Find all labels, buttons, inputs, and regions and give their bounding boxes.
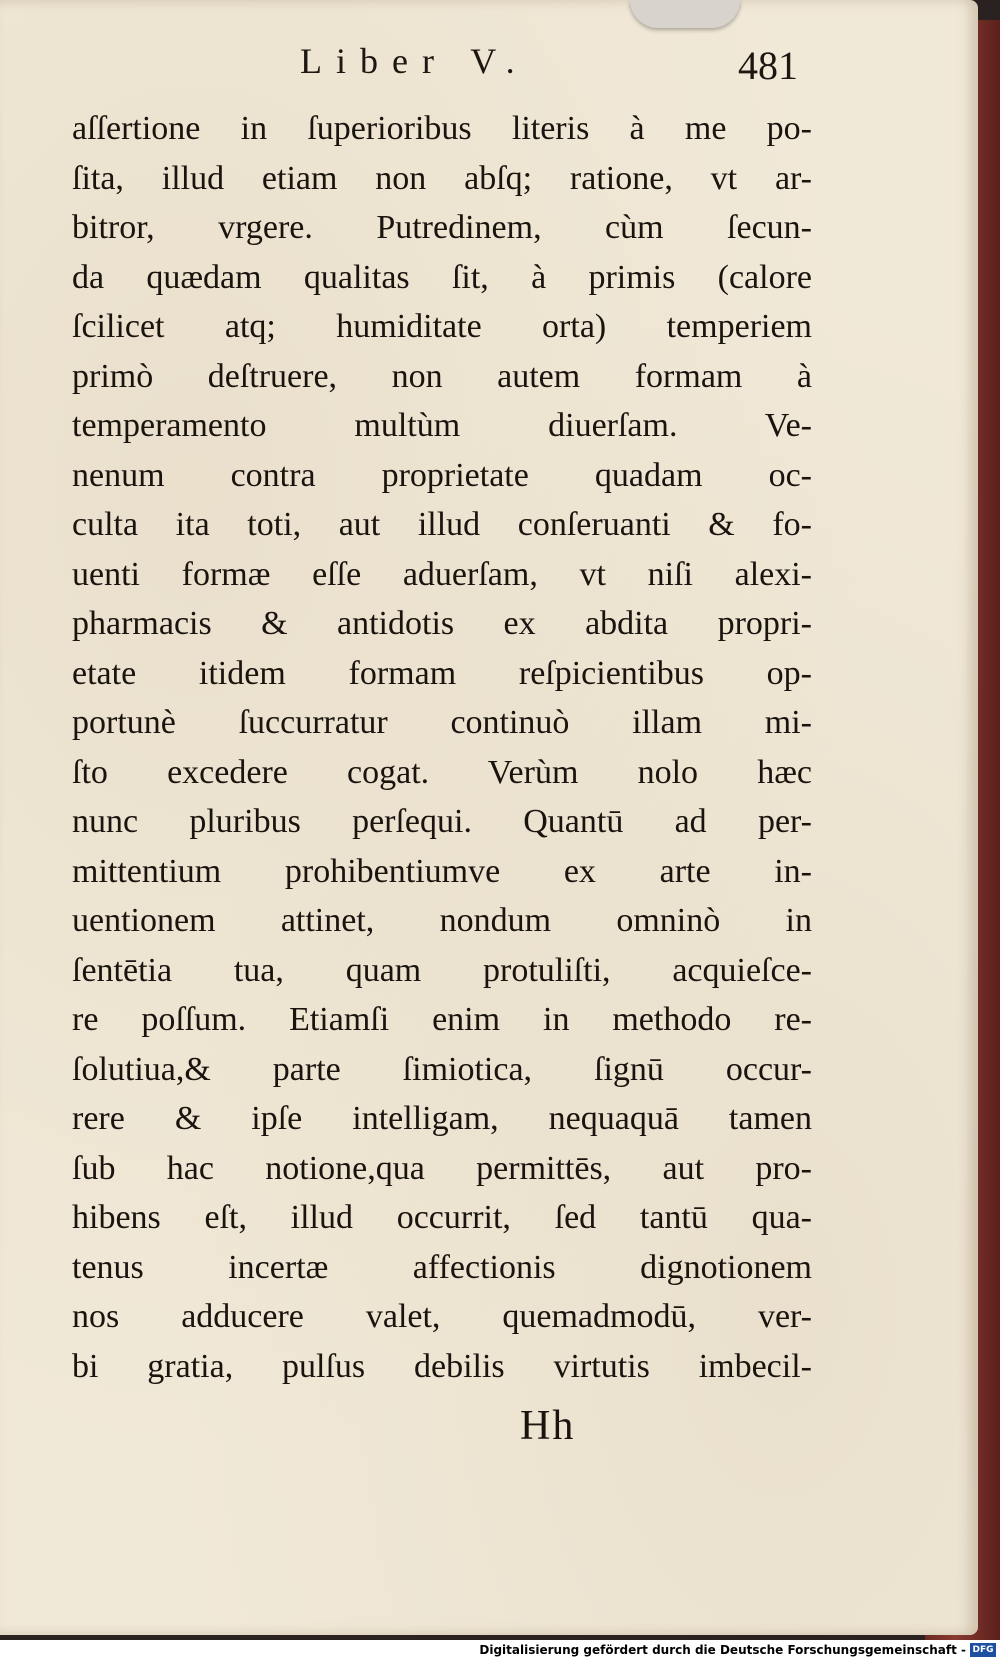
text-line: pharmacis & antidotis ex abdita propri- xyxy=(72,605,812,642)
text-line: etate itidem formam reſpicientibus op- xyxy=(72,654,812,692)
dfg-logo: DFG xyxy=(970,1643,996,1657)
text-line: uenti formæ eſſe aduerſam, vt niſi alexi- xyxy=(72,555,812,593)
text-line: nenum contra proprietate quadam oc- xyxy=(72,456,812,494)
text-line: bi gratia, pulſus debilis virtutis imbecil- xyxy=(72,1347,812,1385)
text-line: primò deſtruere, non autem formam à xyxy=(72,357,812,395)
text-line: ſolutiua,& parte ſimiotica, ſignū occur- xyxy=(72,1050,812,1088)
text-line: tenus incertæ affectionis dignotionem xyxy=(72,1248,812,1286)
text-line: rere & ipſe intelligam, nequaquā tamen xyxy=(72,1100,812,1137)
text-line: ſto excedere cogat. Verùm nolo hæc xyxy=(72,753,812,791)
page-clip xyxy=(630,0,740,28)
text-line: mittentium prohibentiumve ex arte in- xyxy=(72,852,812,890)
funding-credit: Digitalisierung gefördert durch die Deutsche Forschungsgemeinschaft - xyxy=(479,1643,966,1657)
text-line: ſita, illud etiam non abſq; ratione, vt ar- xyxy=(72,159,812,197)
text-line: hibens eſt, illud occurrit, ſed tantū qua- xyxy=(72,1199,812,1236)
text-line: bitror, vrgere. Putredinem, cùm ſecun- xyxy=(72,209,812,246)
running-title: Liber V. xyxy=(300,41,529,81)
text-line: culta ita toti, aut illud conſeruanti & fo- xyxy=(72,506,812,543)
signature-mark: Hh xyxy=(520,1403,576,1449)
text-line: temperamento multùm diuerſam. Ve- xyxy=(72,407,812,444)
text-line: ſcilicet atq; humiditate orta) temperiem xyxy=(72,308,812,345)
text-line: portunè ſuccurratur continuò illam mi- xyxy=(72,704,812,741)
text-line: nunc pluribus perſequi. Quantū ad per- xyxy=(72,803,812,840)
text-line: da quædam qualitas ſit, à primis (calore xyxy=(72,258,812,296)
text-line: aſſertione in ſuperioribus literis à me po- xyxy=(72,110,812,147)
text-line: re poſſum. Etiamſi enim in methodo re- xyxy=(72,1001,812,1038)
text-line: ſentētia tua, quam protuliſti, acquieſce- xyxy=(72,951,812,989)
page-number: 481 xyxy=(738,43,798,88)
text-line: nos adducere valet, quemadmodū, ver- xyxy=(72,1298,812,1335)
text-line: ſub hac notione,qua permittēs, aut pro- xyxy=(72,1149,812,1187)
text-line: uentionem attinet, nondum omninò in xyxy=(72,902,812,939)
body-text xyxy=(72,104,812,1391)
